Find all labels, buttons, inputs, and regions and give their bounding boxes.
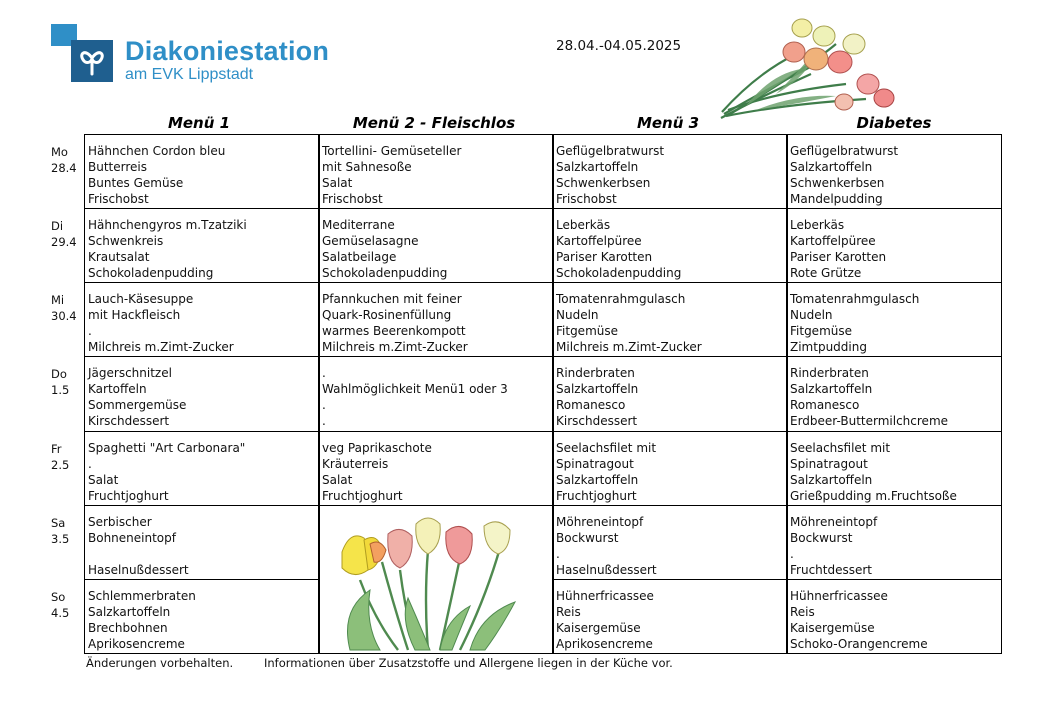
menu-cell: Leberkäs Kartoffelpüree Pariser Karotten Schokoladenpudding	[552, 208, 788, 283]
menu-cell: Rinderbraten Salzkartoffeln Romanesco Erdbeer-Buttermilchcreme	[786, 356, 1002, 432]
menu-cell: Schlemmerbraten Salzkartoffeln Brechbohnen Aprikosencreme	[84, 579, 320, 654]
day-label-mi: Mi 30.4	[51, 293, 77, 323]
day-label-do: Do 1.5	[51, 367, 70, 397]
menu-cell: Geflügelbratwurst Salzkartoffeln Schwenkerbsen Mandelpudding	[786, 134, 1002, 209]
menu-cell: Jägerschnitzel Kartoffeln Sommergemüse Kirschdessert	[84, 356, 320, 432]
menu-cell: Hähnchengyros m.Tzatziki Schwenkreis Krautsalat Schokoladenpudding	[84, 208, 320, 283]
day-label-mo: Mo 28.4	[51, 145, 77, 175]
diakonie-logo-icon	[51, 24, 119, 84]
day-label-sa: Sa 3.5	[51, 516, 70, 546]
menu-cell: Rinderbraten Salzkartoffeln Romanesco Kirschdessert	[552, 356, 788, 432]
day-label-so: So 4.5	[51, 590, 70, 620]
date-range: 28.04.-04.05.2025	[556, 38, 682, 54]
brand-subtitle: am EVK Lippstadt	[125, 66, 254, 83]
menu-cell: Hähnchen Cordon bleu Butterreis Buntes Gemüse Frischobst	[84, 134, 320, 209]
column-header-menu-3: Menü 3	[636, 114, 700, 132]
column-header-menu-1: Menü 1	[167, 114, 231, 132]
menu-cell: Möhreneintopf Bockwurst . Fruchtdessert	[786, 505, 1002, 580]
menu-cell: . Wahlmöglichkeit Menü1 oder 3 . .	[318, 356, 554, 432]
menu-cell: Möhreneintopf Bockwurst . Haselnußdessert	[552, 505, 788, 580]
menu-cell: Pfannkuchen mit feiner Quark-Rosinenfüllung warmes Beerenkompott Milchreis m.Zimt-Zucker	[318, 282, 554, 357]
menu-cell: Geflügelbratwurst Salzkartoffeln Schwenkerbsen Frischobst	[552, 134, 788, 209]
day-label-fr: Fr 2.5	[51, 442, 70, 472]
day-label-di: Di 29.4	[51, 219, 77, 249]
logo	[51, 24, 351, 86]
menu-cell: Tomatenrahmgulasch Nudeln Fitgemüse Zimtpudding	[786, 282, 1002, 357]
menu-cell: veg Paprikaschote Kräuterreis Salat Fruchtjoghurt	[318, 431, 554, 506]
footer-note-allergens: Informationen über Zusatzstoffe und Allergene liegen in der Küche vor.	[264, 656, 673, 670]
menu-cell: Hühnerfricassee Reis Kaisergemüse Schoko-Orangencreme	[786, 579, 1002, 654]
tulips-image	[320, 510, 552, 654]
menu-cell: Lauch-Käsesuppe mit Hackfleisch . Milchreis m.Zimt-Zucker	[84, 282, 320, 357]
menu-cell: Mediterrane Gemüselasagne Salatbeilage Schokoladenpudding	[318, 208, 554, 283]
brand-name: Diakoniestation	[125, 36, 330, 66]
tulip-bouquet-image	[716, 14, 906, 122]
menu-cell: Serbischer Bohneneintopf Haselnußdessert	[84, 505, 320, 580]
menu-cell: Seelachsfilet mit Spinatragout Salzkartoffeln Fruchtjoghurt	[552, 431, 788, 506]
footer-note-changes: Änderungen vorbehalten.	[86, 656, 234, 670]
menu-cell: Spaghetti "Art Carbonara" . Salat Fruchtjoghurt	[84, 431, 320, 506]
menu-cell: Leberkäs Kartoffelpüree Pariser Karotten Rote Grütze	[786, 208, 1002, 283]
menu-cell: Tortellini- Gemüseteller mit Sahnesoße Salat Frischobst	[318, 134, 554, 209]
column-header-menu-2: Menü 2 - Fleischlos	[352, 114, 516, 132]
menu-cell: Tomatenrahmgulasch Nudeln Fitgemüse Milchreis m.Zimt-Zucker	[552, 282, 788, 357]
menu-cell: Seelachsfilet mit Spinatragout Salzkartoffeln Grießpudding m.Fruchtsoße	[786, 431, 1002, 506]
column-header-diabetes: Diabetes	[856, 114, 932, 132]
menu-cell: Hühnerfricassee Reis Kaisergemüse Aprikosencreme	[552, 579, 788, 654]
